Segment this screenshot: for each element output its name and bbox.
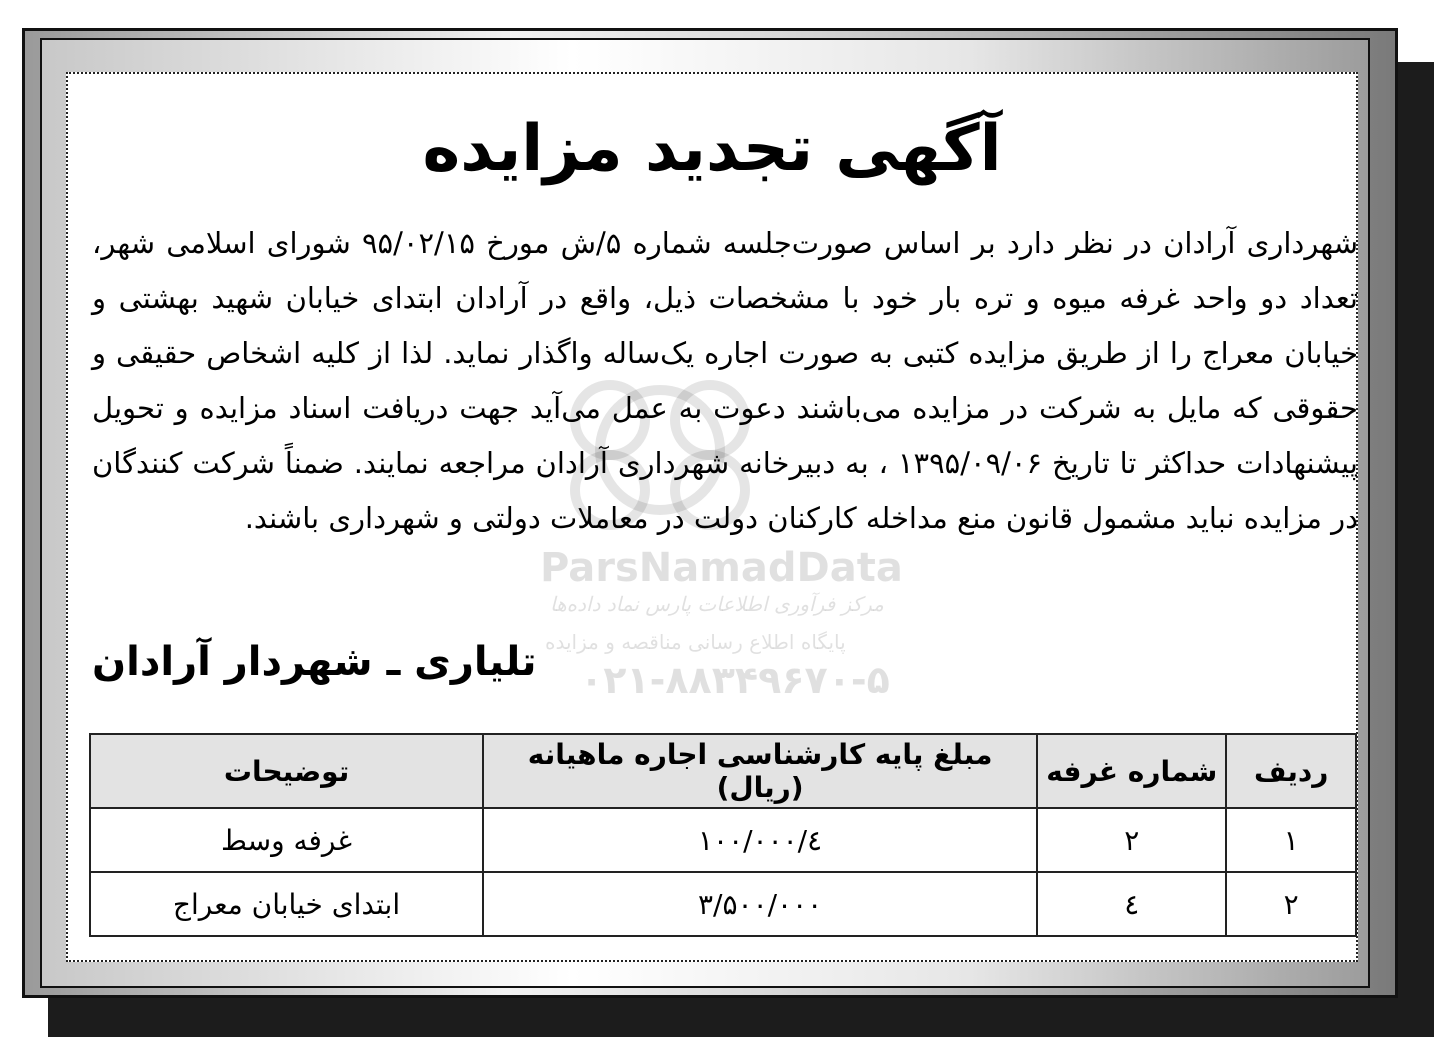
- cell-booth-number: ۲: [1037, 808, 1226, 872]
- header-description: توضیحات: [90, 734, 483, 808]
- table-header-row: [90, 734, 1356, 808]
- cell-radif: ۱: [1226, 808, 1356, 872]
- cell-radif: ۲: [1226, 872, 1356, 936]
- header-booth-number: شماره غرفه: [1037, 734, 1226, 808]
- table-row: [90, 872, 1356, 936]
- cell-base-price: ۳/۵۰۰/۰۰۰: [483, 872, 1037, 936]
- notice-body: شهرداری آرادان در نظر دارد بر اساس صورت‌جلسه شماره ۵/ش مورخ ۹۵/۰۲/۱۵ شورای اسلامی شهر، تعداد دو واحد غرفه میوه و تره بار خود با مشخصات ذیل، واقع در آرادان ابتدای خیابان شهید بهشتی و خیابان معراج را از طریق مزایده کتبی به صورت اجاره یک‌ساله واگذار نماید. لذا از کلیه اشخاص حقیقی و حقوقی که مایل به شرکت در مزایده می‌باشند دعوت به عمل می‌آید جهت دریافت اسناد مزایده و تحویل پیشنهادات حداکثر تا تاریخ ۱۳۹۵/۰۹/۰۶ ، به دبیرخانه شهرداری آرادان مراجعه نمایند. ضمناً شرکت کنندگان در مزایده نباید مشمول قانون منع مداخله کارکنان دولت در معاملات دولتی و شهرداری باشند.: [92, 226, 1358, 535]
- cell-description: ابتدای خیابان معراج: [90, 872, 483, 936]
- notice-title: آگهی تجدید مزایده: [422, 112, 1002, 186]
- cell-booth-number: ٤: [1037, 872, 1226, 936]
- booth-table: [89, 733, 1357, 937]
- table-row: [90, 808, 1356, 872]
- notice-signature: تلیاری ـ شهردار آرادان: [92, 639, 537, 685]
- header-radif: ردیف: [1226, 734, 1356, 808]
- header-base-price: مبلغ پایه کارشناسی اجاره ماهیانه (ریال): [483, 734, 1037, 808]
- cell-description: غرفه وسط: [90, 808, 483, 872]
- cell-base-price: ٤/۱۰۰/۰۰۰: [483, 808, 1037, 872]
